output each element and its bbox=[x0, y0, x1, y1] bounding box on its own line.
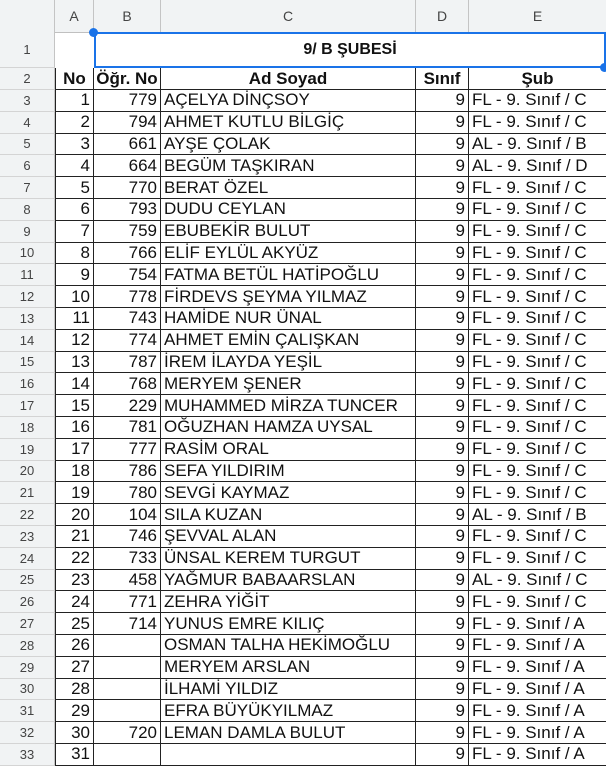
cell-sinif[interactable]: 9 bbox=[416, 352, 469, 374]
table-row bbox=[0, 570, 606, 592]
cell-ogr-no[interactable]: 759 bbox=[94, 221, 161, 243]
cell-sube[interactable]: FL - 9. Sınıf / C bbox=[469, 373, 606, 395]
cell-sube[interactable]: AL - 9. Sınıf / B bbox=[469, 504, 606, 526]
cell-sinif[interactable]: 9 bbox=[416, 613, 469, 635]
cell-ad-soyad[interactable]: SEFA YILDIRIM bbox=[161, 461, 416, 483]
cell-ogr-no[interactable]: 664 bbox=[94, 155, 161, 177]
selection-handle-top[interactable] bbox=[89, 28, 98, 37]
cell-ad-soyad[interactable]: MERYEM ŞENER bbox=[161, 373, 416, 395]
cell-ad-soyad[interactable]: SEVGİ KAYMAZ bbox=[161, 482, 416, 504]
cell-sube[interactable]: FL - 9. Sınıf / C bbox=[469, 439, 606, 461]
cell-ad-soyad[interactable]: RASİM ORAL bbox=[161, 439, 416, 461]
cell-sinif[interactable]: 9 bbox=[416, 264, 469, 286]
cell-sube[interactable]: AL - 9. Sınıf / D bbox=[469, 155, 606, 177]
row-header[interactable]: 24 bbox=[0, 548, 55, 570]
cell-ad-soyad[interactable] bbox=[161, 744, 416, 766]
cell-sinif[interactable]: 9 bbox=[416, 461, 469, 483]
cell-sinif[interactable]: 9 bbox=[416, 591, 469, 613]
cell-sinif[interactable]: 9 bbox=[416, 548, 469, 570]
cell-ogr-no[interactable]: 780 bbox=[94, 482, 161, 504]
cell-no[interactable]: 30 bbox=[55, 722, 94, 744]
cell-ogr-no[interactable]: 774 bbox=[94, 330, 161, 352]
cell-sube[interactable]: AL - 9. Sınıf / B bbox=[469, 134, 606, 156]
cell-sinif[interactable]: 9 bbox=[416, 243, 469, 265]
cell-no[interactable]: 7 bbox=[55, 221, 94, 243]
title-row bbox=[0, 32, 606, 68]
table-row bbox=[0, 439, 606, 461]
cell-ad-soyad[interactable]: AHMET KUTLU BİLGİÇ bbox=[161, 112, 416, 134]
row-header[interactable]: 23 bbox=[0, 526, 55, 548]
cell-ogr-no[interactable]: 770 bbox=[94, 177, 161, 199]
cell-sinif[interactable]: 9 bbox=[416, 395, 469, 417]
cell-ad-soyad[interactable]: AÇELYA DİNÇSOY bbox=[161, 90, 416, 112]
cell-no[interactable]: 14 bbox=[55, 373, 94, 395]
table-row bbox=[0, 199, 606, 221]
table-row bbox=[0, 330, 606, 352]
row-header[interactable]: 27 bbox=[0, 613, 55, 635]
row-header[interactable]: 16 bbox=[0, 373, 55, 395]
cell-ad-soyad[interactable]: AHMET EMİN ÇALIŞKAN bbox=[161, 330, 416, 352]
cell-no[interactable]: 12 bbox=[55, 330, 94, 352]
select-all-corner[interactable] bbox=[0, 0, 55, 32]
table-row bbox=[0, 352, 606, 374]
header-sinif[interactable]: Sınıf bbox=[416, 68, 469, 90]
cell-sube[interactable]: FL - 9. Sınıf / C bbox=[469, 461, 606, 483]
table-row bbox=[0, 482, 606, 504]
cell-no[interactable]: 5 bbox=[55, 177, 94, 199]
cell-sinif[interactable]: 9 bbox=[416, 134, 469, 156]
cell-ogr-no[interactable]: 787 bbox=[94, 352, 161, 374]
row-header[interactable]: 2 bbox=[0, 68, 55, 90]
cell-ad-soyad[interactable]: FİRDEVS ŞEYMA YILMAZ bbox=[161, 286, 416, 308]
cell-no[interactable]: 26 bbox=[55, 635, 94, 657]
cell-sube[interactable]: FL - 9. Sınıf / C bbox=[469, 221, 606, 243]
cell-no[interactable]: 19 bbox=[55, 482, 94, 504]
row-header[interactable]: 13 bbox=[0, 308, 55, 330]
cell-ad-soyad[interactable]: İLHAMİ YILDIZ bbox=[161, 679, 416, 701]
cell-no[interactable]: 8 bbox=[55, 243, 94, 265]
cell-sube[interactable]: FL - 9. Sınıf / C bbox=[469, 417, 606, 439]
cell-ogr-no[interactable]: 779 bbox=[94, 90, 161, 112]
table-row bbox=[0, 679, 606, 701]
cell-ogr-no[interactable]: 458 bbox=[94, 570, 161, 592]
cell-no[interactable]: 1 bbox=[55, 90, 94, 112]
table-row bbox=[0, 417, 606, 439]
cell-ogr-no[interactable]: 771 bbox=[94, 591, 161, 613]
row-header[interactable]: 7 bbox=[0, 177, 55, 199]
row-header[interactable]: 12 bbox=[0, 286, 55, 308]
table-row bbox=[0, 112, 606, 134]
cell-sube[interactable]: FL - 9. Sınıf / C bbox=[469, 308, 606, 330]
table-row bbox=[0, 591, 606, 613]
cell-ad-soyad[interactable]: MUHAMMED MİRZA TUNCER bbox=[161, 395, 416, 417]
cell-no[interactable]: 9 bbox=[55, 264, 94, 286]
cell-ogr-no[interactable]: 766 bbox=[94, 243, 161, 265]
cell-no[interactable]: 4 bbox=[55, 155, 94, 177]
header-row bbox=[0, 68, 606, 90]
cell-ogr-no[interactable]: 793 bbox=[94, 199, 161, 221]
table-row bbox=[0, 744, 606, 766]
cell-ogr-no[interactable]: 781 bbox=[94, 417, 161, 439]
cell-a1[interactable] bbox=[55, 32, 94, 68]
row-header[interactable]: 14 bbox=[0, 330, 55, 352]
cell-sube[interactable]: FL - 9. Sınıf / C bbox=[469, 548, 606, 570]
cell-ad-soyad[interactable]: EFRA BÜYÜKYILMAZ bbox=[161, 700, 416, 722]
cell-no[interactable]: 24 bbox=[55, 591, 94, 613]
cell-ad-soyad[interactable]: ELİF EYLÜL AKYÜZ bbox=[161, 243, 416, 265]
row-header[interactable]: 25 bbox=[0, 570, 55, 592]
cell-ad-soyad[interactable]: ŞEVVAL ALAN bbox=[161, 526, 416, 548]
cell-sube[interactable]: FL - 9. Sınıf / C bbox=[469, 482, 606, 504]
cell-sube[interactable]: FL - 9. Sınıf / C bbox=[469, 352, 606, 374]
cell-no[interactable]: 11 bbox=[55, 308, 94, 330]
cell-sinif[interactable]: 9 bbox=[416, 330, 469, 352]
cell-ad-soyad[interactable]: AYŞE ÇOLAK bbox=[161, 134, 416, 156]
cell-ogr-no[interactable] bbox=[94, 635, 161, 657]
cell-sinif[interactable]: 9 bbox=[416, 744, 469, 766]
cell-ad-soyad[interactable]: BERAT ÖZEL bbox=[161, 177, 416, 199]
cell-sube[interactable]: FL - 9. Sınıf / C bbox=[469, 112, 606, 134]
row-header[interactable]: 20 bbox=[0, 461, 55, 483]
table-row bbox=[0, 548, 606, 570]
row-header[interactable]: 31 bbox=[0, 700, 55, 722]
cell-sube[interactable]: FL - 9. Sınıf / A bbox=[469, 613, 606, 635]
row-header[interactable]: 18 bbox=[0, 417, 55, 439]
row-header[interactable]: 21 bbox=[0, 482, 55, 504]
table-row bbox=[0, 308, 606, 330]
cell-no[interactable]: 27 bbox=[55, 657, 94, 679]
table-row bbox=[0, 657, 606, 679]
column-header-d[interactable]: D bbox=[416, 0, 469, 32]
cell-ogr-no[interactable]: 661 bbox=[94, 134, 161, 156]
row-header[interactable]: 4 bbox=[0, 112, 55, 134]
cell-sube[interactable]: FL - 9. Sınıf / C bbox=[469, 199, 606, 221]
cell-no[interactable]: 29 bbox=[55, 700, 94, 722]
cell-sube[interactable]: FL - 9. Sınıf / C bbox=[469, 286, 606, 308]
cell-sube[interactable]: FL - 9. Sınıf / A bbox=[469, 657, 606, 679]
cell-ad-soyad[interactable]: İREM İLAYDA YEŞİL bbox=[161, 352, 416, 374]
cell-sube[interactable]: FL - 9. Sınıf / C bbox=[469, 395, 606, 417]
cell-no[interactable]: 10 bbox=[55, 286, 94, 308]
cell-ogr-no[interactable]: 754 bbox=[94, 264, 161, 286]
cell-sinif[interactable]: 9 bbox=[416, 722, 469, 744]
cell-no[interactable]: 13 bbox=[55, 352, 94, 374]
cell-sinif[interactable]: 9 bbox=[416, 155, 469, 177]
cell-sinif[interactable]: 9 bbox=[416, 177, 469, 199]
cell-no[interactable]: 23 bbox=[55, 570, 94, 592]
cell-sinif[interactable]: 9 bbox=[416, 439, 469, 461]
table-row bbox=[0, 264, 606, 286]
cell-sube[interactable]: FL - 9. Sınıf / C bbox=[469, 177, 606, 199]
row-header[interactable]: 17 bbox=[0, 395, 55, 417]
table-row bbox=[0, 221, 606, 243]
cell-sube[interactable]: FL - 9. Sınıf / A bbox=[469, 635, 606, 657]
cell-ogr-no[interactable]: 229 bbox=[94, 395, 161, 417]
cell-ogr-no[interactable]: 777 bbox=[94, 439, 161, 461]
table-row bbox=[0, 177, 606, 199]
cell-sube[interactable]: AL - 9. Sınıf / C bbox=[469, 570, 606, 592]
cell-sinif[interactable]: 9 bbox=[416, 504, 469, 526]
cell-ad-soyad[interactable]: YUNUS EMRE KILIÇ bbox=[161, 613, 416, 635]
cell-ad-soyad[interactable]: SILA KUZAN bbox=[161, 504, 416, 526]
cell-ogr-no[interactable]: 786 bbox=[94, 461, 161, 483]
cell-ad-soyad[interactable]: BEGÜM TAŞKIRAN bbox=[161, 155, 416, 177]
table-row bbox=[0, 90, 606, 112]
cell-ogr-no[interactable] bbox=[94, 700, 161, 722]
cell-no[interactable]: 18 bbox=[55, 461, 94, 483]
cell-no[interactable]: 17 bbox=[55, 439, 94, 461]
cell-no[interactable]: 15 bbox=[55, 395, 94, 417]
cell-sinif[interactable]: 9 bbox=[416, 482, 469, 504]
row-header[interactable]: 3 bbox=[0, 90, 55, 112]
table-row bbox=[0, 461, 606, 483]
cell-ad-soyad[interactable]: ÜNSAL KEREM TURGUT bbox=[161, 548, 416, 570]
cell-ogr-no[interactable]: 733 bbox=[94, 548, 161, 570]
row-header[interactable]: 33 bbox=[0, 744, 55, 766]
table-row bbox=[0, 722, 606, 744]
row-header[interactable]: 32 bbox=[0, 722, 55, 744]
cell-sinif[interactable]: 9 bbox=[416, 199, 469, 221]
cell-ad-soyad[interactable]: MERYEM ARSLAN bbox=[161, 657, 416, 679]
cell-no[interactable]: 21 bbox=[55, 526, 94, 548]
cell-sube[interactable]: FL - 9. Sınıf / C bbox=[469, 591, 606, 613]
cell-ogr-no[interactable]: 714 bbox=[94, 613, 161, 635]
row-header[interactable]: 19 bbox=[0, 439, 55, 461]
cell-no[interactable]: 22 bbox=[55, 548, 94, 570]
cell-ogr-no[interactable]: 746 bbox=[94, 526, 161, 548]
cell-no[interactable]: 31 bbox=[55, 744, 94, 766]
cell-sinif[interactable]: 9 bbox=[416, 112, 469, 134]
table-row bbox=[0, 635, 606, 657]
table-row bbox=[0, 526, 606, 548]
cell-ad-soyad[interactable]: ZEHRA YİĞİT bbox=[161, 591, 416, 613]
cell-sinif[interactable]: 9 bbox=[416, 373, 469, 395]
row-header[interactable]: 30 bbox=[0, 679, 55, 701]
cell-no[interactable]: 25 bbox=[55, 613, 94, 635]
cell-sinif[interactable]: 9 bbox=[416, 700, 469, 722]
cell-no[interactable]: 28 bbox=[55, 679, 94, 701]
cell-ogr-no[interactable]: 720 bbox=[94, 722, 161, 744]
row-header[interactable]: 26 bbox=[0, 591, 55, 613]
header-sube[interactable]: Şub bbox=[469, 68, 606, 90]
cell-ad-soyad[interactable]: HAMİDE NUR ÜNAL bbox=[161, 308, 416, 330]
table-row bbox=[0, 286, 606, 308]
table-row bbox=[0, 700, 606, 722]
cell-ad-soyad[interactable]: YAĞMUR BABAARSLAN bbox=[161, 570, 416, 592]
table-row bbox=[0, 373, 606, 395]
cell-ogr-no[interactable]: 768 bbox=[94, 373, 161, 395]
cell-no[interactable]: 3 bbox=[55, 134, 94, 156]
row-header[interactable]: 11 bbox=[0, 264, 55, 286]
column-header-b[interactable]: B bbox=[94, 0, 161, 32]
cell-ogr-no[interactable] bbox=[94, 679, 161, 701]
column-header-a[interactable]: A bbox=[55, 0, 94, 32]
row-header[interactable]: 28 bbox=[0, 635, 55, 657]
row-header[interactable]: 15 bbox=[0, 352, 55, 374]
row-header[interactable]: 9 bbox=[0, 221, 55, 243]
row-header[interactable]: 29 bbox=[0, 657, 55, 679]
cell-ogr-no[interactable]: 794 bbox=[94, 112, 161, 134]
cell-sinif[interactable]: 9 bbox=[416, 526, 469, 548]
cell-ogr-no[interactable] bbox=[94, 744, 161, 766]
cell-no[interactable]: 6 bbox=[55, 199, 94, 221]
cell-ogr-no[interactable] bbox=[94, 657, 161, 679]
row-header[interactable]: 10 bbox=[0, 243, 55, 265]
column-header-c[interactable]: C bbox=[161, 0, 416, 32]
cell-sube[interactable]: FL - 9. Sınıf / C bbox=[469, 90, 606, 112]
row-header[interactable]: 8 bbox=[0, 199, 55, 221]
column-header-e[interactable]: E bbox=[532, 8, 543, 24]
table-row bbox=[0, 243, 606, 265]
cell-ad-soyad[interactable]: EBUBEKİR BULUT bbox=[161, 221, 416, 243]
row-header[interactable]: 5 bbox=[0, 134, 55, 156]
cell-ad-soyad[interactable]: OĞUZHAN HAMZA UYSAL bbox=[161, 417, 416, 439]
cell-sube[interactable]: FL - 9. Sınıf / C bbox=[469, 330, 606, 352]
cell-sinif[interactable]: 9 bbox=[416, 679, 469, 701]
cell-ad-soyad[interactable]: FATMA BETÜL HATİPOĞLU bbox=[161, 264, 416, 286]
cell-sube[interactable]: FL - 9. Sınıf / C bbox=[469, 264, 606, 286]
cell-sinif[interactable]: 9 bbox=[416, 417, 469, 439]
cell-ad-soyad[interactable]: DUDU CEYLAN bbox=[161, 199, 416, 221]
header-ad-soyad[interactable]: Ad Soyad bbox=[161, 68, 416, 90]
cell-no[interactable]: 20 bbox=[55, 504, 94, 526]
table-row bbox=[0, 504, 606, 526]
cell-ad-soyad[interactable]: LEMAN DAMLA BULUT bbox=[161, 722, 416, 744]
row-header[interactable]: 6 bbox=[0, 155, 55, 177]
cell-ogr-no[interactable]: 778 bbox=[94, 286, 161, 308]
cell-sube[interactable]: FL - 9. Sınıf / C bbox=[469, 243, 606, 265]
cell-ad-soyad[interactable]: OSMAN TALHA HEKİMOĞLU bbox=[161, 635, 416, 657]
cell-sube[interactable]: FL - 9. Sınıf / A bbox=[469, 679, 606, 701]
cell-sinif[interactable]: 9 bbox=[416, 221, 469, 243]
cell-sinif[interactable]: 9 bbox=[416, 635, 469, 657]
cell-sube[interactable]: FL - 9. Sınıf / C bbox=[469, 526, 606, 548]
table-row bbox=[0, 613, 606, 635]
cell-sinif[interactable]: 9 bbox=[416, 90, 469, 112]
sheet-title-merged-cell[interactable]: 9/ B ŞUBESİ bbox=[94, 32, 606, 68]
header-no[interactable]: No bbox=[55, 68, 94, 90]
cell-sube[interactable]: FL - 9. Sınıf / A bbox=[469, 744, 606, 766]
cell-sinif[interactable]: 9 bbox=[416, 570, 469, 592]
cell-no[interactable]: 2 bbox=[55, 112, 94, 134]
header-ogr-no[interactable]: Öğr. No bbox=[94, 68, 161, 90]
cell-sinif[interactable]: 9 bbox=[416, 657, 469, 679]
cell-sube[interactable]: FL - 9. Sınıf / A bbox=[469, 700, 606, 722]
cell-sinif[interactable]: 9 bbox=[416, 286, 469, 308]
table-row bbox=[0, 134, 606, 156]
row-header[interactable]: 22 bbox=[0, 504, 55, 526]
cell-sube[interactable]: FL - 9. Sınıf / A bbox=[469, 722, 606, 744]
row-header[interactable]: 1 bbox=[0, 32, 55, 68]
table-row bbox=[0, 395, 606, 417]
cell-ogr-no[interactable]: 743 bbox=[94, 308, 161, 330]
cell-sinif[interactable]: 9 bbox=[416, 308, 469, 330]
cell-ogr-no[interactable]: 104 bbox=[94, 504, 161, 526]
cell-no[interactable]: 16 bbox=[55, 417, 94, 439]
table-row bbox=[0, 155, 606, 177]
